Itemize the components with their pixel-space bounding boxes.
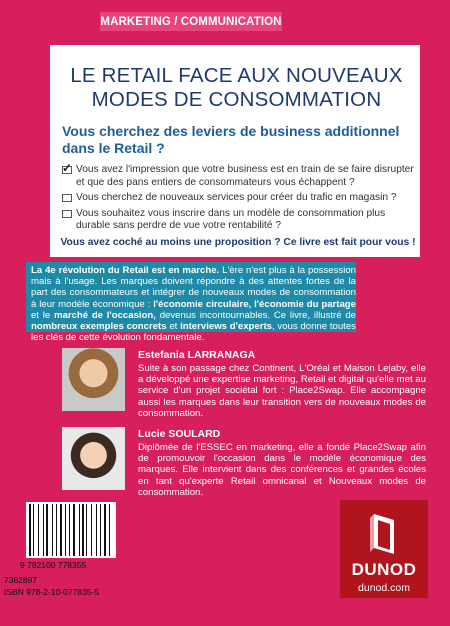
barcode-bar	[29, 504, 31, 556]
intro-part: et le	[31, 309, 54, 321]
author-photo	[62, 427, 125, 490]
barcode-bar	[35, 504, 37, 556]
barcode-bar	[73, 504, 75, 556]
intro-text	[31, 265, 356, 343]
barcode-bar	[56, 504, 58, 556]
intro-lead: La 4e révolution du Retail est en marche.	[31, 265, 220, 276]
intro-bold: marché de l'occasion,	[53, 309, 156, 321]
barcode-bar	[100, 504, 101, 556]
barcode-bar	[88, 504, 90, 556]
book-title: LE RETAIL FACE AUX NOUVEAUX MODES DE CONSOMMATION	[70, 64, 403, 111]
barcode-bar	[107, 504, 108, 556]
barcode-bar	[91, 504, 92, 556]
author-photo	[62, 348, 125, 411]
intro-part: et	[166, 321, 181, 333]
barcode-bar	[76, 504, 78, 556]
author-bio: Diplômée de l'ESSEC en marketing, elle a fondé Place2Swap afin de promouvoir l'occasion dans le modèle économique des marques. Elle intervient dans des conférences et grandes écoles en tant qu'experte Retail omnicanal et Nouveaux modes de consommation.	[138, 442, 426, 498]
barcode-bar	[80, 504, 81, 556]
barcode-bar	[40, 504, 42, 556]
barcode-bar	[33, 504, 34, 556]
checkbox-icon	[62, 194, 72, 202]
product-code: 7362897	[4, 575, 38, 585]
barcode-bar	[85, 504, 86, 556]
barcode-bar	[104, 504, 106, 556]
barcode-bar	[43, 504, 44, 556]
barcode-bar	[96, 504, 97, 556]
barcode-bar	[86, 504, 87, 556]
intro-bold: interviews d'experts	[180, 321, 273, 333]
publisher-url: dunod.com	[358, 582, 410, 594]
barcode-bar	[38, 504, 39, 556]
barcode-bar	[46, 504, 48, 556]
author-name: Estefania LARRANAGA	[138, 349, 256, 361]
checklist-item	[62, 208, 414, 233]
publisher-name: DUNOD	[351, 560, 417, 579]
isbn: ISBN 978-2-10-077835-5	[4, 587, 99, 597]
barcode-bar	[58, 504, 59, 556]
publisher-logo-icon	[366, 510, 402, 558]
barcode-bar	[49, 504, 51, 556]
barcode-bar	[44, 504, 45, 556]
barcode-bar	[102, 504, 103, 556]
call-to-action: Vous avez coché au moins une proposition ? Ce livre est fait pour vous !	[60, 237, 416, 248]
checklist-item	[62, 192, 414, 205]
intro-part: L'ère n'est plus à la possession mais à l'usage. Les marques doivent répondre à des attentes fortes de la part des consommateurs et intégrer de nouveaux modes de consommation à leur modèle économique :	[31, 265, 356, 310]
checklist-text: Vous souhaitez vous inscrire dans un modèle de consommation plus durable sans perdre de vue votre rentabilité ?	[76, 207, 386, 231]
category-banner: MARKETING / COMMUNICATION	[100, 12, 282, 31]
barcode-bar	[67, 504, 69, 556]
barcode-bar	[54, 504, 55, 556]
checklist-text: Vous cherchez de nouveaux services pour créer du trafic en magasin ?	[76, 192, 397, 203]
barcode-bar	[60, 504, 62, 556]
barcode-bar	[65, 504, 66, 556]
barcode-digits: 9 782100 778355	[20, 560, 87, 570]
intro-bold: l'économie circulaire, l'économie du partage	[153, 298, 356, 310]
barcode-bar	[52, 504, 53, 556]
barcode-bar	[69, 504, 70, 556]
intro-part: , vous donne toutes les clés de cette évolution fondamentale.	[31, 321, 356, 344]
barcode-bar	[82, 504, 84, 556]
checkbox-checked-icon	[62, 166, 72, 174]
barcode-bar	[93, 504, 95, 556]
barcode-bar	[98, 504, 100, 556]
checkbox-icon	[62, 210, 72, 218]
barcode-bar	[79, 504, 80, 556]
checklist	[62, 164, 414, 236]
author-name: Lucie SOULARD	[138, 428, 221, 440]
author-bio: Suite à son passage chez Continent, L'Oréal et Maison Lejaby, elle a développé une expertise marketing, Retail et digital qu'elle met au service d'un projet sociétal fort : Place2Swap. Elle accompagne aussi les marques dans leur transition vers de nouveaux modes de consommation.	[138, 363, 426, 419]
barcode-bar	[71, 504, 72, 556]
checklist-item	[62, 164, 414, 189]
checklist-text: Vous avez l'impression que votre business est en train de se faire disrupter et que des pans entiers de consommateurs vous échappent ?	[76, 164, 414, 188]
barcode-bar	[111, 504, 112, 556]
intro-bold: nombreux exemples concrets	[31, 321, 167, 333]
barcode-bar	[63, 504, 64, 556]
barcode-bar	[109, 504, 111, 556]
barcode-bar	[32, 504, 33, 556]
barcode	[26, 502, 116, 558]
intro-part: devenus incontournables. Ce livre, illustré de	[155, 309, 356, 321]
book-subtitle: Vous cherchez des leviers de business additionnel dans le Retail ?	[62, 123, 400, 156]
publisher-logo-block	[340, 500, 428, 598]
